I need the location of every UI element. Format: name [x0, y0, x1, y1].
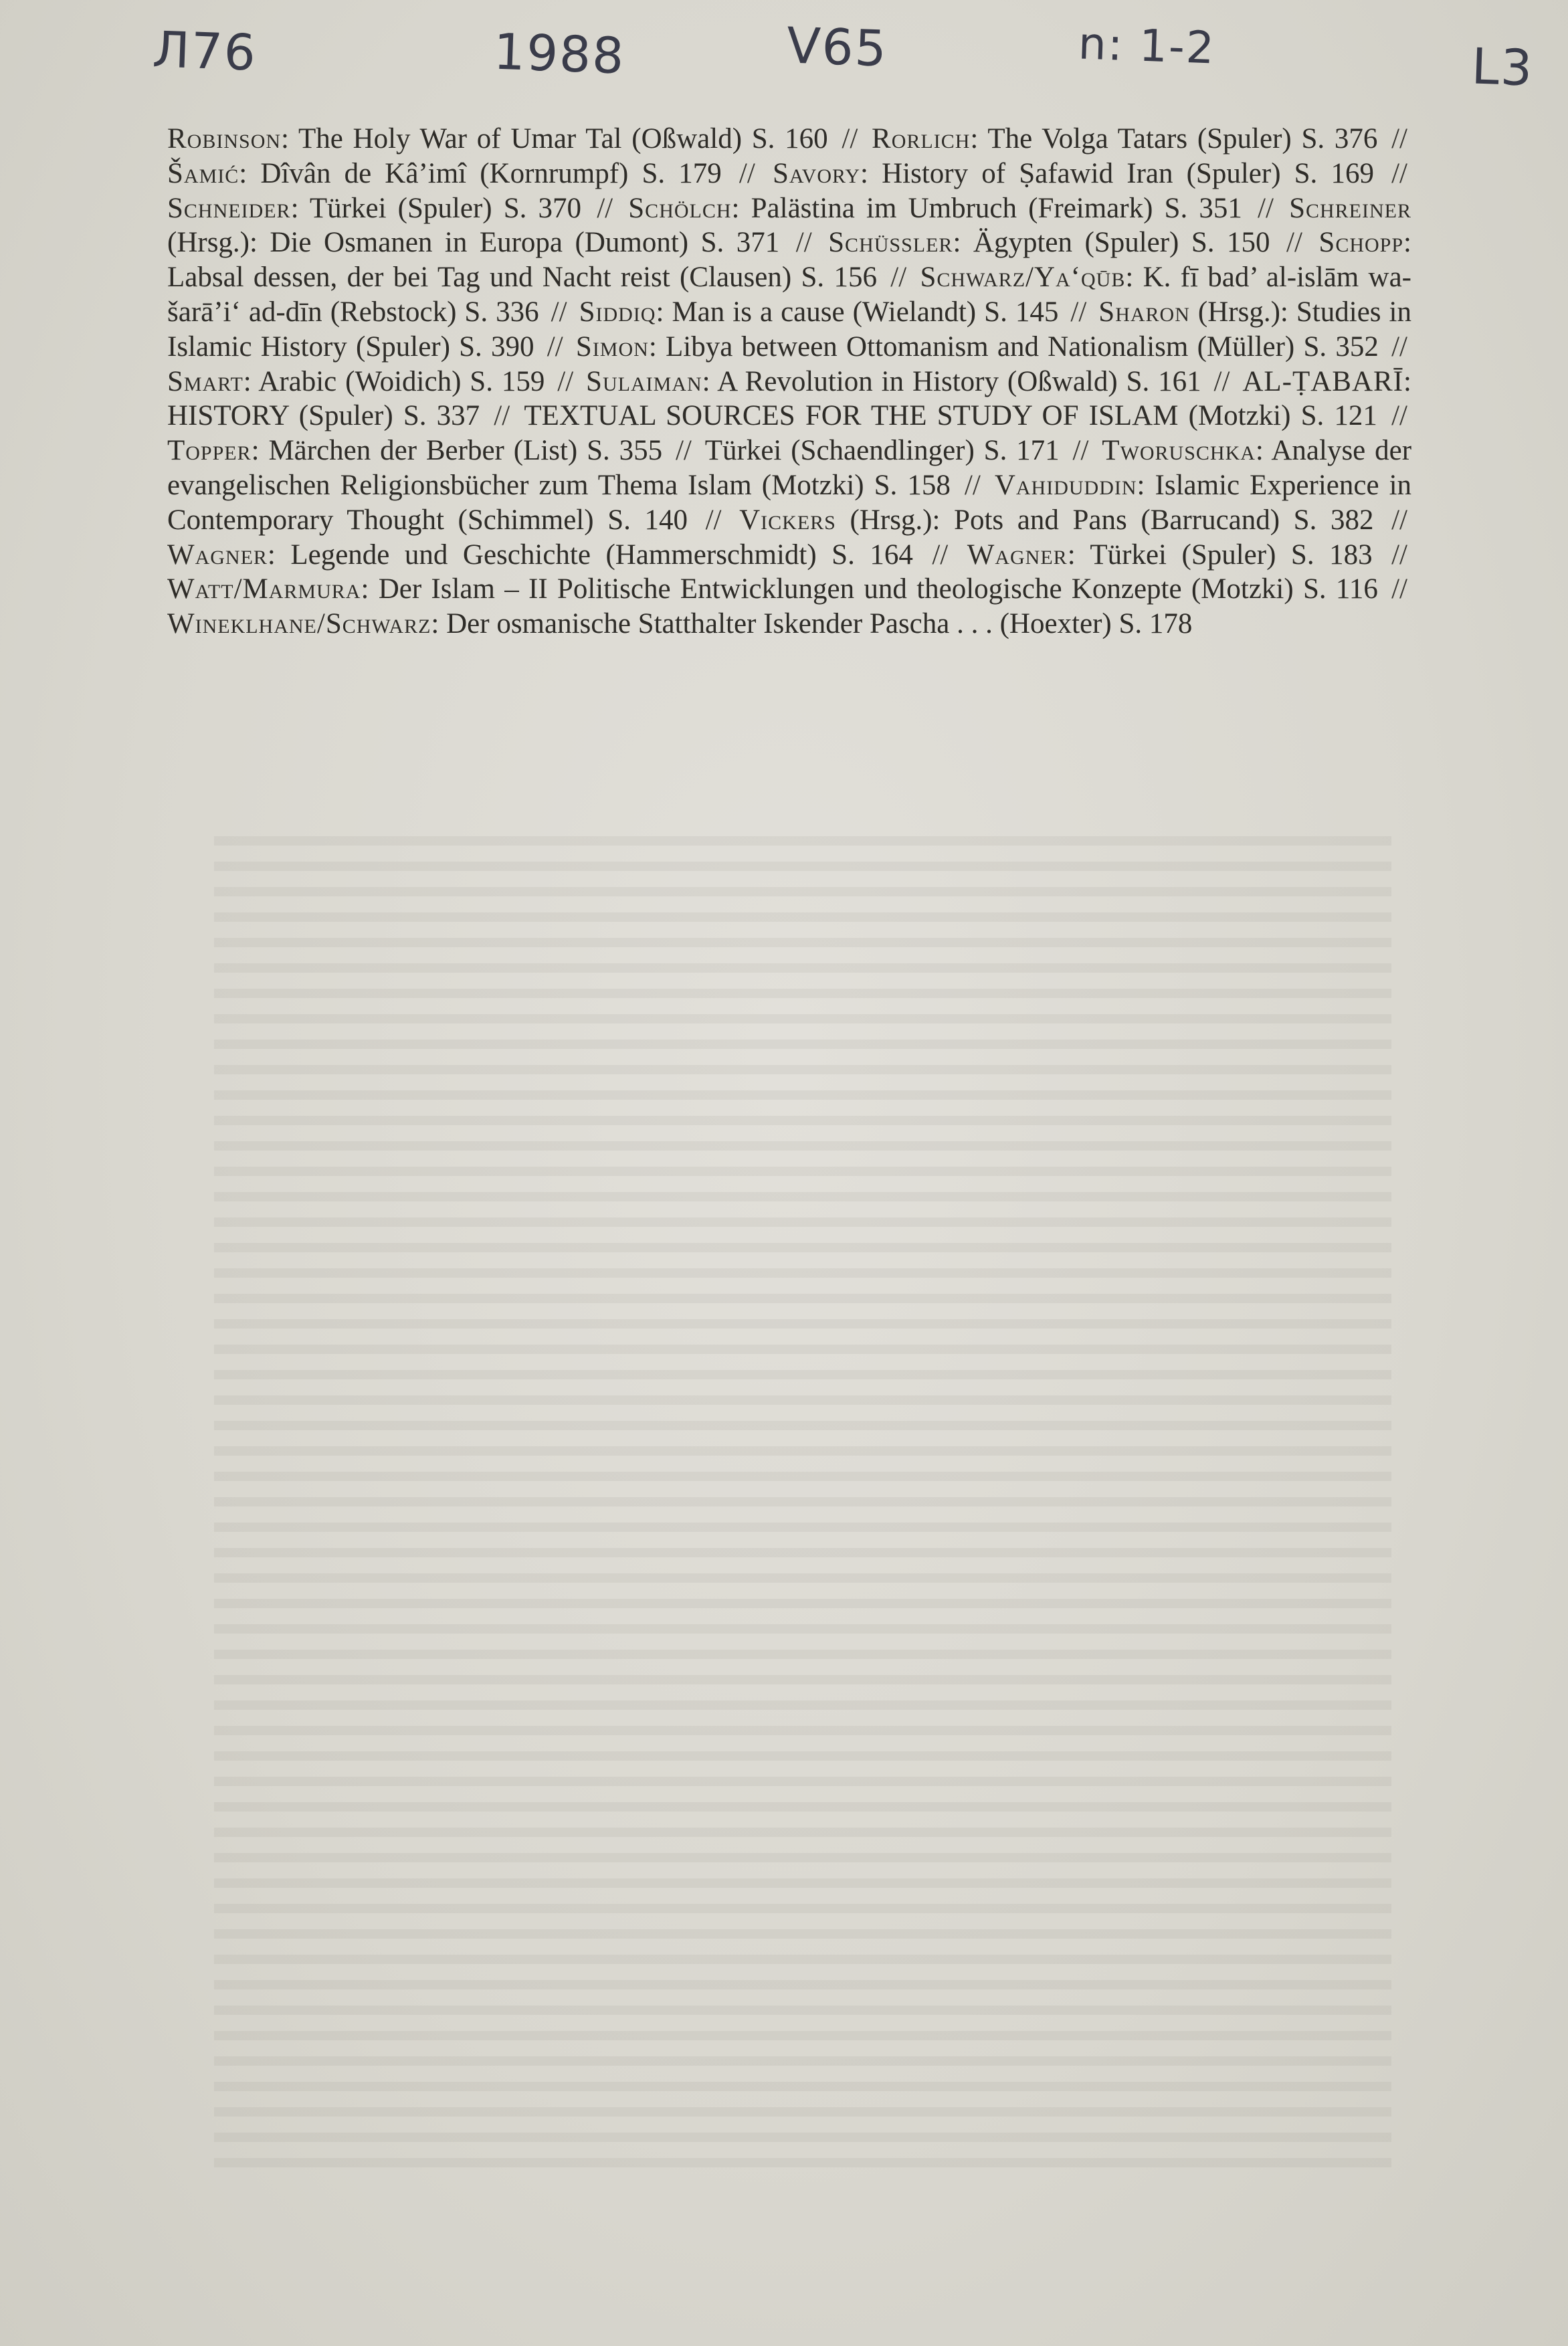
entry-separator: //	[1377, 157, 1407, 189]
index-entry	[524, 400, 1377, 431]
handwritten-note-volume: V65	[785, 17, 889, 78]
entry-author: Tworuschka	[1102, 435, 1256, 467]
entry-title: Libya between Ottomanism and Nationalism (Müller) S. 352	[666, 330, 1379, 363]
entry-separator: //	[1063, 435, 1098, 467]
index-entry: Simon: Libya between Ottomanism and Nationalism (Müller) S. 352	[575, 330, 1379, 363]
entry-author: Smart	[167, 365, 243, 397]
entry-title: Man is a cause (Wielandt) S. 145	[672, 296, 1059, 328]
entry-author: Schwarz/Ya‘qūb	[920, 262, 1126, 294]
entry-title: Arabic (Woidich) S. 159	[258, 365, 545, 397]
entry-separator: //	[585, 192, 625, 224]
entry-separator: //	[538, 330, 572, 363]
entry-separator: //	[1382, 330, 1407, 363]
entry-title: (Hrsg.): Pots and Pans (Barrucand) S. 382	[850, 504, 1374, 536]
reverse-side-show-through	[214, 836, 1391, 2174]
entry-separator: //	[1205, 365, 1239, 397]
entry-author: Schölch	[628, 192, 732, 224]
entry-separator: //	[666, 435, 701, 467]
index-entry: Wagner: Türkei (Spuler) S. 183	[967, 539, 1373, 571]
index-entry: Savory: History of Ṣafawid Iran (Spuler) S. 169	[772, 157, 1374, 189]
entry-author: Savory	[772, 157, 861, 189]
entry-title: The Holy War of Umar Tal (Oßwald) S. 160	[298, 123, 828, 155]
index-entry: Schneider: Türkei (Spuler) S. 370	[167, 192, 582, 224]
entry-title: A Revolution in History (Oßwald) S. 161	[717, 365, 1201, 397]
entry-title: Dîvân de Kâ’imî (Kornrumpf) S. 179	[260, 157, 722, 189]
index-entry: Topper: Märchen der Berber (List) S. 355	[167, 435, 663, 467]
entry-author: Vickers	[739, 504, 836, 536]
entry-author: Vahiduddin	[994, 469, 1137, 501]
index-entry: Wineklhane/Schwarz: Der osmanische Statthalter Iskender Pascha . . . (Hoexter) S. 178	[167, 608, 1193, 640]
index-entry: Vahiduddin: Islamic Experience in Contemporary Thought (Schimmel) S. 140	[167, 469, 1412, 536]
entry-separator: //	[1062, 296, 1095, 328]
entry-author: Simon	[575, 330, 649, 363]
entry-separator: //	[1381, 123, 1408, 155]
index-entry: Siddiq: Man is a cause (Wielandt) S. 145	[579, 296, 1059, 328]
entry-separator: //	[1381, 573, 1407, 605]
entry-title: Legende und Geschichte (Hammerschmidt) S. 164	[290, 539, 913, 571]
entry-title: Märchen der Berber (List) S. 355	[268, 435, 663, 467]
entry-separator: //	[783, 227, 825, 259]
entry-author: Schüssler	[828, 227, 953, 259]
entry-title: Palästina im Umbruch (Freimark) S. 351	[751, 192, 1242, 224]
index-entry: Wagner: Legende und Geschichte (Hammerschmidt) S. 164	[167, 539, 913, 571]
entry-author: Rorlich	[872, 123, 971, 155]
entry-separator: //	[725, 157, 769, 189]
entry-author: Schreiner	[1289, 192, 1411, 224]
index-entry: Schüssler: Ägypten (Spuler) S. 150	[828, 227, 1270, 259]
entry-title: Türkei (Spuler) S. 183	[1090, 539, 1373, 571]
entry-author: Robinson	[167, 123, 282, 155]
entry-separator: //	[1274, 227, 1315, 259]
entry-title: TEXTUAL SOURCES FOR THE STUDY OF ISLAM (Motzki) S. 121	[524, 400, 1377, 432]
handwritten-note-year: 1988	[492, 23, 626, 86]
entry-separator: //	[543, 296, 575, 328]
entry-author: Wagner	[167, 539, 268, 571]
entry-title: Ägypten (Spuler) S. 150	[973, 227, 1270, 259]
entry-separator: //	[549, 365, 583, 397]
entry-title: The Volga Tatars (Spuler) S. 376	[987, 123, 1378, 155]
index-entry	[739, 504, 1373, 536]
entry-title: Islamic Experience in Contemporary Thought (Schimmel) S. 140	[167, 469, 1412, 536]
entry-author: Watt/Marmura	[167, 573, 361, 605]
entry-separator: //	[1376, 539, 1407, 571]
entry-title: K. fī bad’ al-islām wa-šarā’i‘ ad-dīn (Rebstock) S. 336	[167, 262, 1412, 328]
entry-author: Topper	[167, 435, 252, 467]
index-entry: Schwarz/Ya‘qūb: K. fī bad’ al-islām wa-šarā’i‘ ad-dīn (Rebstock) S. 336	[167, 262, 1412, 328]
index-entry: Rorlich: The Volga Tatars (Spuler) S. 376	[872, 123, 1378, 155]
entry-separator: //	[880, 262, 916, 294]
entry-author: Wagner	[967, 539, 1068, 571]
entry-author: Sulaiman	[586, 365, 702, 397]
index-entry: Robinson: The Holy War of Umar Tal (Oßwald) S. 160	[167, 123, 828, 155]
entry-author: Siddiq	[579, 296, 656, 328]
handwritten-note-shelf: L3	[1470, 37, 1535, 98]
entry-title: (Hrsg.): Studies in Islamic History (Spuler) S. 390	[167, 296, 1411, 363]
entry-author: AL-ṬABARĪ	[1242, 365, 1404, 397]
review-index-list	[167, 122, 1411, 642]
index-entry: Šamić: Dîvân de Kâ’imî (Kornrumpf) S. 179	[167, 157, 722, 189]
entry-title: Der osmanische Statthalter Iskender Pascha . . . (Hoexter) S. 178	[446, 608, 1193, 640]
entry-title: HISTORY (Spuler) S. 337	[167, 400, 480, 432]
handwritten-note-call-number: Л76	[151, 21, 258, 82]
entry-author: Schopp	[1318, 227, 1404, 259]
entry-title: Labsal dessen, der bei Tag und Nacht reist (Clausen) S. 156	[167, 262, 877, 294]
handwritten-note-issue: n: 1-2	[1077, 17, 1217, 74]
entry-separator: //	[831, 123, 868, 155]
entry-author: Šamić	[167, 157, 239, 189]
index-entry: AL-ṬABARĪ: HISTORY (Spuler) S. 337	[167, 365, 1411, 432]
entry-separator: //	[691, 504, 736, 536]
index-entry: Watt/Marmura: Der Islam – II Politische Entwicklungen und theologische Konzepte (Motzki) S. 116	[167, 573, 1378, 605]
entry-author: Sharon	[1098, 296, 1190, 328]
entry-title: (Hrsg.): Die Osmanen in Europa (Dumont) S. 371	[167, 227, 780, 259]
index-entry: Schölch: Palästina im Umbruch (Freimark) S. 351	[628, 192, 1242, 224]
entry-title: Türkei (Schaendlinger) S. 171	[704, 435, 1060, 467]
entry-separator: //	[1377, 504, 1407, 536]
entry-separator: //	[1381, 400, 1407, 432]
index-entry: Sulaiman: A Revolution in History (Oßwald) S. 161	[586, 365, 1201, 397]
index-entry: Schopp: Labsal dessen, der bei Tag und Nacht reist (Clausen) S. 156	[167, 227, 1411, 294]
entry-title: Analyse der evangelischen Religionsbücher zum Thema Islam (Motzki) S. 158	[167, 435, 1412, 501]
entry-title: Der Islam – II Politische Entwicklungen und theologische Konzepte (Motzki) S. 116	[378, 573, 1378, 605]
entry-title: Türkei (Spuler) S. 370	[309, 192, 582, 224]
index-entry: Tworuschka: Analyse der evangelischen Religionsbücher zum Thema Islam (Motzki) S. 158	[167, 435, 1412, 501]
entry-author: Wineklhane/Schwarz	[167, 608, 431, 640]
entry-title: History of Ṣafawid Iran (Spuler) S. 169	[882, 157, 1374, 189]
entry-separator: //	[954, 469, 991, 501]
entry-author: Schneider	[167, 192, 291, 224]
entry-separator: //	[916, 539, 963, 571]
index-entry	[705, 435, 1060, 466]
entry-separator: //	[484, 400, 520, 432]
index-entry: Smart: Arabic (Woidich) S. 159	[167, 365, 545, 397]
entry-separator: //	[1246, 192, 1286, 224]
